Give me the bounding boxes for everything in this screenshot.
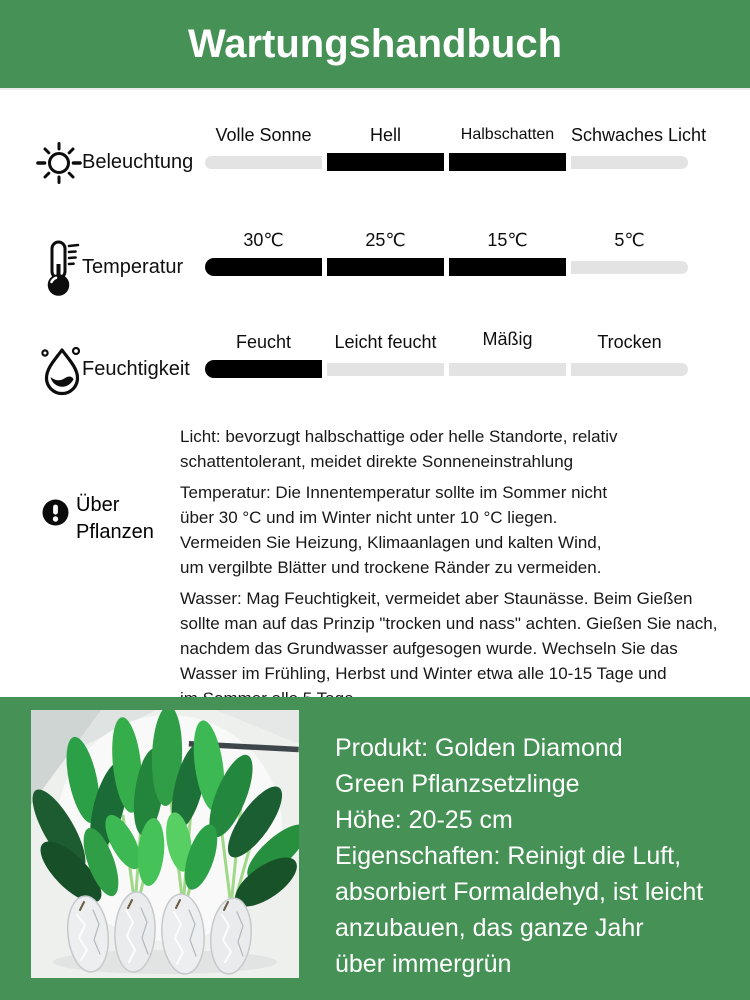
beleuchtung-scale-bar [205,152,705,172]
care-row-label: Feuchtigkeit [82,358,190,380]
scale-segment [327,363,444,376]
exclamation-icon [42,499,69,526]
text-line: über 30 °C und im Winter nicht unter 10 °C liegen. [180,508,558,527]
text-line: über immergrün [335,950,512,978]
care-row-beleuchtung [0,124,750,204]
droplet-icon [36,343,86,393]
header-banner [0,0,750,90]
feuchtigkeit-scale-bar [205,359,705,379]
text-line: um vergilbte Blätter und trockene Ränder zu vermeiden. [180,558,602,577]
about-paragraph-temperatur [180,480,735,580]
scale-level-label: 30℃ [243,230,284,250]
care-row-temperatur [0,229,750,309]
text-line: schattentolerant, meidet direkte Sonneneinstrahlung [180,452,574,471]
temperatur-scale-bar [205,257,705,277]
scale-segment [205,258,322,276]
scale-segment [449,363,566,376]
text-line: nachdem das Grundwasser aufgesogen wurde. Wechseln Sie das [180,639,678,658]
scale-level-label: 5℃ [614,230,645,250]
scale-level-label: Leicht feucht [334,332,437,352]
scale-segment [571,363,688,376]
care-row-feuchtigkeit [0,331,750,411]
text-line: Temperatur: Die Innentemperatur sollte im Sommer nicht [180,483,608,502]
scale-segment [327,153,444,171]
product-description [335,730,740,982]
thermometer-icon [38,239,88,289]
text-line: Green Pflanzsetzlinge [335,770,580,798]
scale-level-label: Schwaches Licht [571,125,707,145]
beleuchtung-scale [205,124,705,172]
scale-level-label: Mäßig [482,329,533,349]
scale-level-label: Trocken [597,332,662,352]
temperatur-scale [205,229,705,277]
text-line: sollte man auf das Prinzip "trocken und nass" achten. Gießen Sie nach, [180,614,718,633]
scale-segment [571,156,688,169]
text-line: Vermeiden Sie Heizung, Klimaanlagen und kalten Wind, [180,533,602,552]
text-line: Eigenschaften: Reinigt die Luft, [335,842,682,870]
scale-segment [449,153,566,171]
scale-segment [571,261,688,274]
feuchtigkeit-scale [205,331,705,379]
scale-segment [205,156,322,169]
about-paragraph-wasser [180,586,735,711]
scale-segment [327,258,444,276]
text-line: Wasser: Mag Feuchtigkeit, vermeidet aber Staunässe. Beim Gießen [180,589,693,608]
scale-level-label: 25℃ [365,230,406,250]
scale-segment [205,360,322,378]
text-line: Produkt: Golden Diamond [335,734,623,762]
scale-level-label: Hell [369,125,401,145]
scale-level-label: Volle Sonne [215,125,312,145]
scale-level-label: Feucht [235,332,292,352]
text-line: Wasser im Frühling, Herbst und Winter etwa alle 10-15 Tage und [180,664,667,683]
about-plants-label: Über Pflanzen [76,494,154,543]
text-line: absorbiert Formaldehyd, ist leicht [335,878,704,906]
care-row-label: Temperatur [82,256,184,278]
text-line: Höhe: 20-25 cm [335,806,513,834]
about-paragraph-licht [180,424,735,474]
text-line: anzubauen, das ganze Jahr [335,914,644,942]
scale-level-label: 15℃ [487,230,528,250]
plant-seedlings-photo [31,710,299,978]
care-row-label: Beleuchtung [82,151,194,173]
sun-icon [34,138,84,188]
product-section [0,697,750,1000]
page-title: Wartungshandbuch [187,22,563,66]
scale-segment [449,258,566,276]
scale-level-label: Halbschatten [460,126,555,143]
text-line: Licht: bevorzugt halbschattige oder helle Standorte, relativ [180,427,618,446]
about-plants-text [180,424,735,717]
